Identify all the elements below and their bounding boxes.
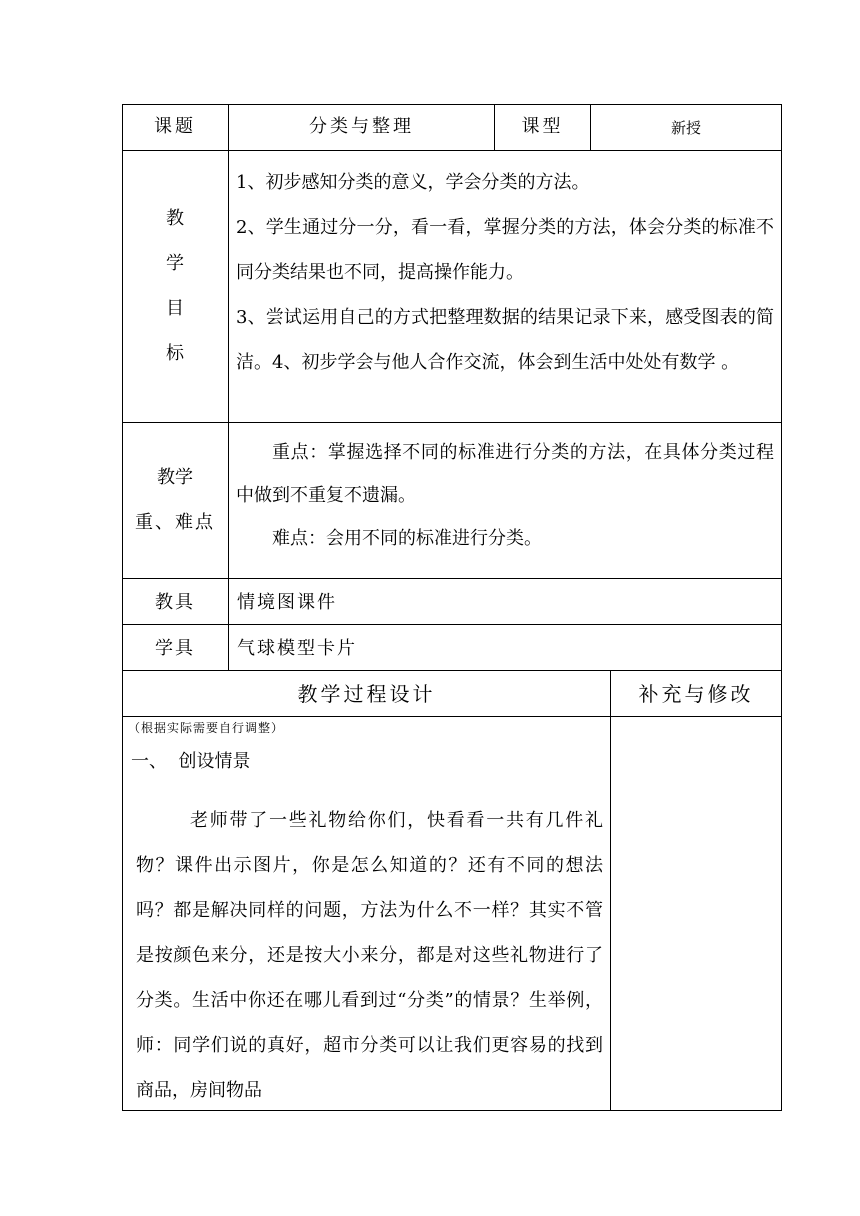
objectives-label-char: 目 — [166, 298, 184, 319]
supplement-header: 补充与修改 — [638, 682, 754, 706]
objective-item: 1、初步感知分类的意义，学会分类的方法。 — [236, 172, 590, 193]
table-rule — [122, 578, 782, 579]
teaching-tools-value: 情境图课件 — [237, 592, 337, 613]
table-rule — [122, 104, 782, 105]
table-rule — [228, 104, 229, 670]
adjust-note: （根据实际需要自行调整） — [128, 721, 285, 735]
student-tools-label: 学具 — [155, 638, 195, 659]
table-rule — [122, 624, 782, 625]
supplement-column[interactable] — [611, 717, 781, 1110]
objectives-body — [236, 160, 774, 385]
key-points-label: 重、难点 — [135, 512, 215, 533]
objective-item: 2、学生通过分一分，看一看，掌握分类的方法，体会分类的标准不同分类结果也不同，提高操作能力。 — [236, 217, 774, 283]
key-points-label: 教学 — [157, 467, 193, 488]
section-body — [136, 798, 603, 1113]
key-point-text: 重点：掌握选择不同的标准进行分类的方法，在具体分类过程中做到不重复不遗漏。 — [236, 442, 774, 506]
table-rule — [781, 104, 782, 1111]
course-type-label: 课型 — [521, 116, 564, 137]
course-title-label: 课题 — [154, 116, 196, 137]
student-tools-value: 气球模型卡片 — [237, 638, 357, 659]
table-rule — [122, 422, 782, 423]
process-design-header: 教学过程设计 — [297, 682, 436, 706]
course-title-value: 分类与整理 — [309, 116, 414, 137]
key-points-body — [236, 431, 774, 560]
table-rule — [122, 670, 782, 671]
table-rule — [122, 150, 782, 151]
objectives-label-char: 标 — [166, 343, 184, 364]
section-title: 一、 创设情景 — [131, 751, 251, 772]
course-type-value: 新授 — [670, 119, 701, 137]
objective-item: 3、尝试运用自己的方式把整理数据的结果记录下来，感受图表的简洁。4、初步学会与他人合作交流，体会到生活中处处有数学 。 — [236, 307, 774, 373]
difficult-point-text: 难点：会用不同的标准进行分类。 — [272, 528, 542, 549]
objectives-label-char: 教 — [166, 208, 184, 229]
section-paragraph: 老师带了一些礼物给你们，快看看一共有几件礼物？课件出示图片，你是怎么知道的？还有不同的想法吗？都是解决同样的问题，方法为什么不一样？其实不管是按颜色来分，还是按大小来分，都是对这些礼物进行了分类。生活中你还在哪儿看到过“分类”的情景？生举例，师：同学们说的真好，超市分类可以让我们更容易的找到商品，房间物品 — [136, 810, 603, 1101]
teaching-tools-label: 教具 — [155, 592, 195, 613]
objectives-label-char: 学 — [166, 253, 184, 274]
